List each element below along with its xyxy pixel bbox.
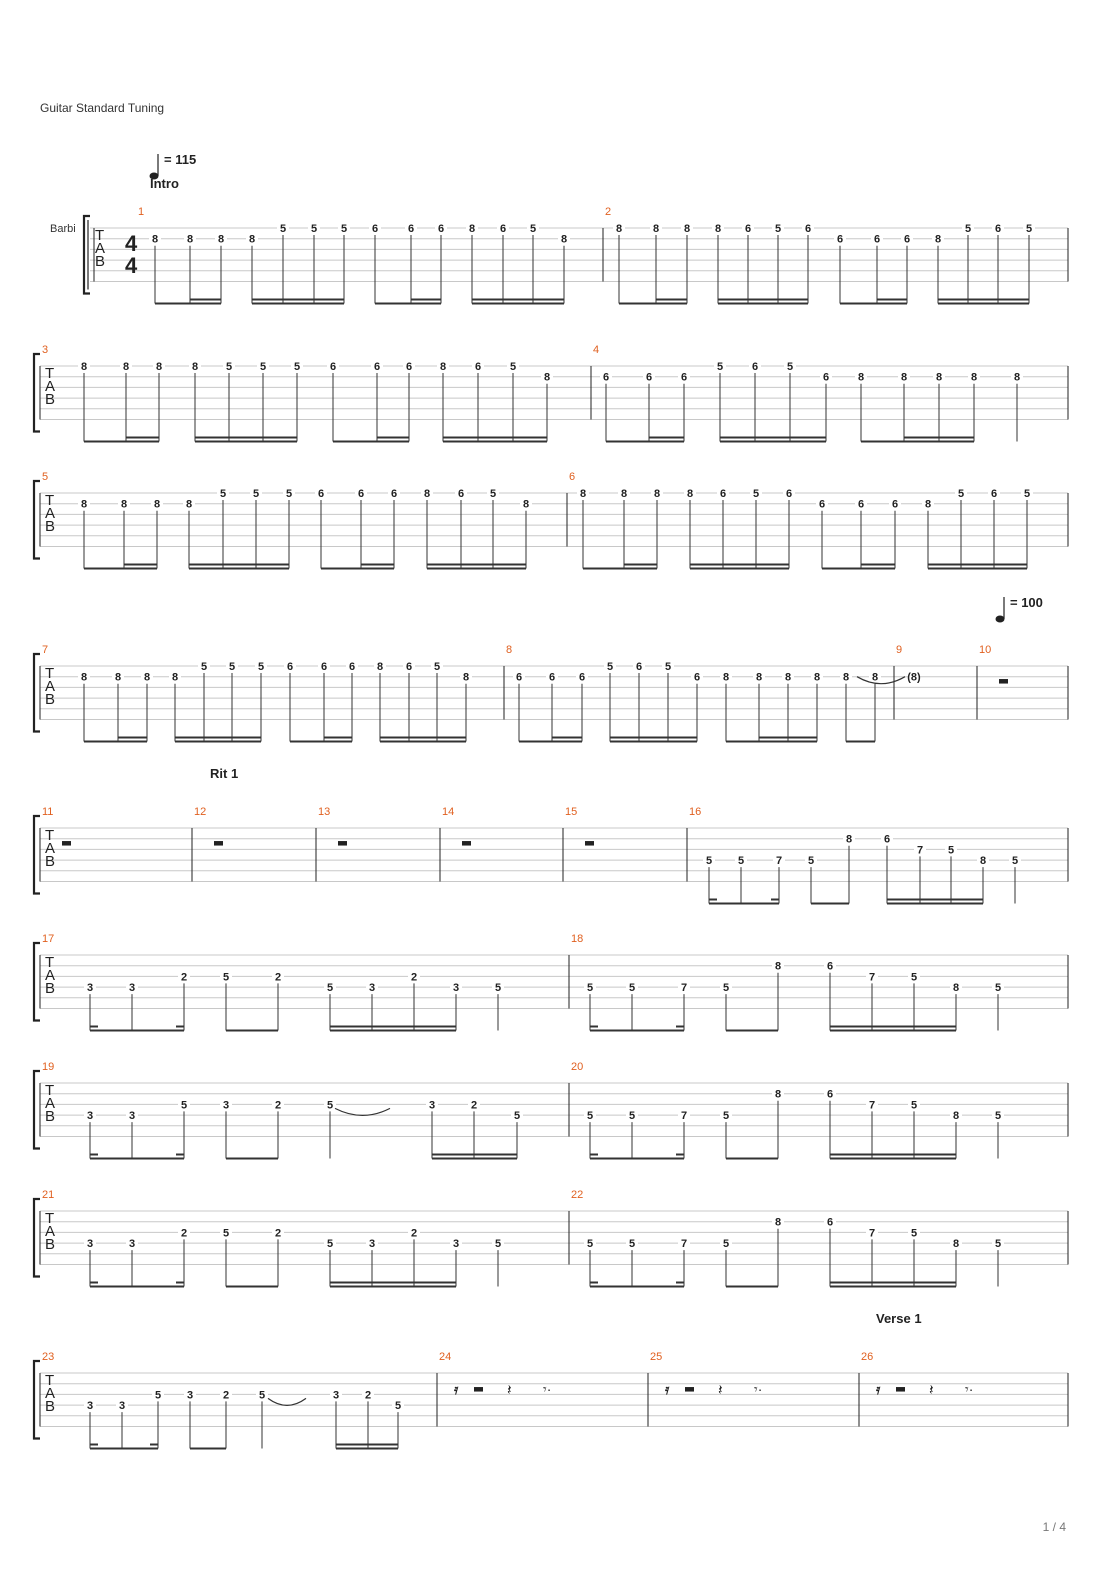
fret-number: 6 [578,671,586,684]
fret-number: 8 [774,960,782,973]
measure-number: 8 [506,644,513,656]
fret-number: 8 [114,671,122,684]
half-rest-icon [338,841,347,846]
fret-number: 8 [683,223,691,235]
fret-number: 5 [586,982,594,995]
fret-number: 5 [509,361,517,373]
fret-number: 3 [128,1238,136,1251]
fret-number: 8 [845,833,853,846]
system-bracket [34,816,40,894]
fret-number: 6 [822,371,830,384]
half-rest-icon [474,1387,483,1392]
fret-number: 3 [428,1099,436,1112]
fret-number: 5 [947,844,955,857]
eighth-rest-dotted-icon: 𝄾· [543,1381,552,1398]
fret-number: 6 [994,223,1002,235]
measure-number: 15 [565,806,578,818]
fret-number: 8 [686,488,694,500]
fret-number: 8 [185,498,193,511]
tab-clef-letter: B [45,980,56,997]
fret-number: 6 [744,223,752,235]
fret-number: 6 [405,361,413,373]
measure-number: 10 [979,644,992,656]
fret-number: 5 [994,1238,1002,1251]
half-rest-icon [462,841,471,846]
system-bracket [34,354,40,432]
time-signature-top: 4 [125,231,138,256]
fret-number: 6 [405,661,413,673]
measure-number: 2 [605,206,612,218]
fret-number: 6 [357,488,365,500]
fret-number: 3 [368,1238,376,1251]
fret-number: 6 [891,498,899,511]
fret-number: 8 [615,223,623,235]
tab-clef-letter: T [45,954,55,971]
fret-number: 8 [620,488,628,500]
fret-number: 3 [86,1400,94,1413]
fret-number: 8 [900,371,908,384]
fret-number: 5 [1011,855,1019,868]
fret-number: 5 [529,223,537,235]
fret-number: 8 [143,671,151,684]
fret-number: 6 [836,233,844,246]
system-bracket [34,1071,40,1149]
fret-number: 5 [910,1227,918,1240]
fret-number: 6 [457,488,465,500]
fret-number: 5 [964,223,972,235]
measure-number: 16 [689,806,702,818]
fret-number: 5 [180,1099,188,1112]
tab-clef-letter: B [45,1108,56,1125]
fret-number: 8 [755,671,763,684]
fret-number: 6 [390,488,398,500]
measure-number: 19 [42,1061,55,1073]
fret-number: 6 [990,488,998,500]
fret-number: 8 [439,361,447,373]
fret-number: 2 [274,1227,282,1240]
measure-number: 24 [439,1351,452,1363]
measure-number: 13 [318,806,331,818]
fret-number: 8 [979,855,987,868]
fret-number: 3 [332,1389,340,1402]
tempo-marking: = 115 [164,152,197,167]
fret-number: 8 [155,361,163,373]
quarter-rest-icon: 𝄽 [929,1382,934,1400]
fret-number: 8 [952,982,960,995]
fret-number: 5 [774,223,782,235]
fret-number: 7 [868,1099,876,1112]
fret-number: 8 [935,371,943,384]
fret-number: 8 [722,671,730,684]
fret-number: 5 [752,488,760,500]
fret-number: 8 [186,233,194,246]
section-label-verse-1: Verse 1 [876,1311,922,1326]
half-rest-icon [62,841,71,846]
fret-number: 6 [371,223,379,235]
fret-number: 7 [680,982,688,995]
fret-number: 3 [128,1110,136,1123]
tuning-label: Guitar Standard Tuning [40,101,165,115]
fret-number: 3 [86,1110,94,1123]
fret-number: 3 [128,982,136,995]
fret-number: 2 [274,1099,282,1112]
measure-number: 1 [138,206,145,218]
fret-number: 7 [775,855,783,868]
fret-number: 2 [274,971,282,984]
tab-clef-letter: B [45,1398,56,1415]
fret-number: 5 [394,1400,402,1413]
fret-number: 8 [1013,371,1021,384]
fret-number: 5 [228,661,236,673]
fret-number: 5 [326,1238,334,1251]
fret-number: 6 [329,361,337,373]
time-signature-bottom: 4 [125,253,138,278]
fret-number: 8 [784,671,792,684]
measure-number: 26 [861,1351,874,1363]
fret-number: 5 [586,1238,594,1251]
fret-number: 5 [326,982,334,995]
tab-clef-letter: B [95,253,106,270]
fret-number: 5 [628,1110,636,1123]
fret-number: 6 [317,488,325,500]
fret-number: 8 [191,361,199,373]
system-bracket [34,481,40,559]
fret-number: 6 [826,960,834,973]
fret-number: 8 [468,223,476,235]
fret-number: 6 [804,223,812,235]
fret-number: 7 [868,1227,876,1240]
tab-clef-letter: T [45,1372,55,1389]
fret-number: 8 [714,223,722,235]
fret-number: 8 [80,671,88,684]
fret-number: 5 [628,982,636,995]
measure-number: 22 [571,1189,584,1201]
tie-arc [335,1108,390,1115]
measure-number: 23 [42,1351,55,1363]
eighth-rest-dotted-icon: 𝄾· [754,1381,763,1398]
fret-number: 6 [826,1216,834,1229]
fret-number: 5 [994,1110,1002,1123]
fret-number: 6 [818,498,826,511]
fret-number: 8 [80,498,88,511]
system-bracket [34,1199,40,1277]
tab-clef-letter: T [45,365,55,382]
fret-number: 8 [543,371,551,384]
tab-clef-letter: A [45,1095,56,1112]
fret-number: 5 [219,488,227,500]
fret-number: 5 [705,855,713,868]
fret-number: 6 [645,371,653,384]
fret-number: 3 [118,1400,126,1413]
fret-number: 5 [310,223,318,235]
fret-number: 5 [222,1227,230,1240]
fret-number: 5 [586,1110,594,1123]
tab-clef-letter: A [45,840,56,857]
fret-number: 2 [180,1227,188,1240]
system-bracket [84,216,90,294]
fret-number: 6 [348,661,356,673]
fret-number: 6 [320,661,328,673]
fret-number: 6 [693,671,701,684]
fret-number: 3 [222,1099,230,1112]
fret-number: 5 [259,361,267,373]
fret-number: 8 [120,498,128,511]
fret-number: 2 [410,1227,418,1240]
fret-number: 8 [952,1238,960,1251]
fret-number: 5 [285,488,293,500]
fret-number: 6 [437,223,445,235]
quarter-note-icon [996,616,1005,623]
fret-number: 8 [857,371,865,384]
fret-number: 2 [410,971,418,984]
measure-number: 17 [42,933,55,945]
fret-number: 6 [635,661,643,673]
fret-number: 5 [664,661,672,673]
measure-number: 11 [42,806,54,818]
measure-number: 25 [650,1351,663,1363]
fret-number: 5 [222,971,230,984]
fret-number: 5 [225,361,233,373]
fret-number: 8 [560,233,568,246]
fret-number: 5 [722,1238,730,1251]
tab-clef-letter: B [45,1236,56,1253]
track-name: Barbi [50,223,76,235]
measure-number: 9 [896,644,903,656]
fret-number: 5 [957,488,965,500]
tab-clef-letter: A [45,378,56,395]
fret-number: 8 [151,233,159,246]
measure-number: 14 [442,806,455,818]
fret-number: 5 [154,1389,162,1402]
fret-number: 2 [180,971,188,984]
fret-number: 5 [910,971,918,984]
fret-number: (8) [907,671,921,684]
fret-number: 5 [279,223,287,235]
fret-number: 6 [826,1088,834,1101]
measure-number: 3 [42,344,49,356]
fret-number: 5 [628,1238,636,1251]
fret-number: 2 [222,1389,230,1402]
tab-clef-letter: T [45,827,55,844]
system-bracket [34,654,40,732]
fret-number: 5 [1023,488,1031,500]
fret-number: 6 [751,361,759,373]
fret-number: 6 [602,371,610,384]
fret-number: 8 [774,1088,782,1101]
fret-number: 5 [326,1099,334,1112]
fret-number: 5 [200,661,208,673]
fret-number: 6 [373,361,381,373]
system-bracket [34,1361,40,1439]
fret-number: 6 [857,498,865,511]
fret-number: 3 [186,1389,194,1402]
tab-clef-letter: A [45,505,56,522]
fret-number: 8 [871,671,879,684]
sixteenth-rest-icon: 𝄿 [665,1381,670,1398]
quarter-rest-icon: 𝄽 [718,1382,723,1400]
fret-number: 8 [653,488,661,500]
fret-number: 2 [470,1099,478,1112]
fret-number: 8 [423,488,431,500]
fret-number: 8 [652,223,660,235]
measure-number: 7 [42,644,49,656]
fret-number: 8 [774,1216,782,1229]
sixteenth-rest-icon: 𝄿 [876,1381,881,1398]
fret-number: 8 [462,671,470,684]
fret-number: 6 [680,371,688,384]
fret-number: 6 [785,488,793,500]
half-rest-icon [999,679,1008,684]
tab-clef-letter: T [95,227,105,244]
fret-number: 8 [813,671,821,684]
fret-number: 6 [515,671,523,684]
half-rest-icon [214,841,223,846]
fret-number: 3 [368,982,376,995]
fret-number: 8 [934,233,942,246]
fret-number: 5 [433,661,441,673]
measure-number: 5 [42,471,49,483]
fret-number: 8 [248,233,256,246]
fret-number: 5 [257,661,265,673]
tab-clef-letter: T [45,665,55,682]
fret-number: 8 [522,498,530,511]
quarter-rest-icon: 𝄽 [507,1382,512,1400]
tab-clef-letter: B [45,853,56,870]
fret-number: 6 [286,661,294,673]
fret-number: 5 [252,488,260,500]
measure-number: 18 [571,933,584,945]
fret-number: 6 [903,233,911,246]
fret-number: 8 [842,671,850,684]
fret-number: 8 [122,361,130,373]
page-number: 1 / 4 [1042,1520,1066,1534]
fret-number: 6 [407,223,415,235]
measure-number: 12 [194,806,207,818]
measure-number: 4 [593,344,600,356]
fret-number: 8 [924,498,932,511]
fret-number: 5 [340,223,348,235]
fret-number: 6 [499,223,507,235]
fret-number: 7 [680,1238,688,1251]
measure-number: 6 [569,471,576,483]
half-rest-icon [585,841,594,846]
tab-clef-letter: T [45,1210,55,1227]
fret-number: 5 [293,361,301,373]
fret-number: 8 [970,371,978,384]
tempo-marking: = 100 [1010,595,1043,610]
tab-clef-letter: A [45,1223,56,1240]
tab-clef-letter: B [45,518,56,535]
tab-clef-letter: B [45,391,56,408]
fret-number: 5 [1025,223,1033,235]
fret-number: 6 [548,671,556,684]
eighth-rest-dotted-icon: 𝄾· [965,1381,974,1398]
fret-number: 6 [719,488,727,500]
tab-clef-letter: B [45,691,56,708]
fret-number: 8 [579,488,587,500]
half-rest-icon [896,1387,905,1392]
fret-number: 8 [376,661,384,673]
fret-number: 8 [217,233,225,246]
fret-number: 5 [494,982,502,995]
fret-number: 5 [494,1238,502,1251]
fret-number: 7 [916,844,924,857]
tab-clef-letter: A [45,967,56,984]
section-label-rit-1: Rit 1 [210,766,239,781]
half-rest-icon [685,1387,694,1392]
fret-number: 6 [474,361,482,373]
fret-number: 2 [364,1389,372,1402]
measure-number: 21 [42,1189,55,1201]
fret-number: 8 [153,498,161,511]
fret-number: 8 [80,361,88,373]
fret-number: 8 [171,671,179,684]
tab-clef-letter: T [45,492,55,509]
fret-number: 5 [258,1389,266,1402]
fret-number: 5 [722,982,730,995]
fret-number: 5 [722,1110,730,1123]
fret-number: 7 [680,1110,688,1123]
tie-arc [268,1398,306,1405]
fret-number: 8 [952,1110,960,1123]
tab-clef-letter: A [95,240,106,257]
fret-number: 5 [716,361,724,373]
fret-number: 5 [606,661,614,673]
fret-number: 5 [737,855,745,868]
fret-number: 5 [489,488,497,500]
fret-number: 6 [873,233,881,246]
fret-number: 3 [86,1238,94,1251]
section-label-intro: Intro [150,176,179,191]
tab-clef-letter: A [45,678,56,695]
fret-number: 3 [452,1238,460,1251]
fret-number: 3 [86,982,94,995]
fret-number: 5 [807,855,815,868]
fret-number: 5 [994,982,1002,995]
tab-clef-letter: A [45,1385,56,1402]
fret-number: 3 [452,982,460,995]
fret-number: 5 [513,1110,521,1123]
fret-number: 5 [910,1099,918,1112]
measure-number: 20 [571,1061,584,1073]
tab-clef-letter: T [45,1082,55,1099]
system-bracket [34,943,40,1021]
sixteenth-rest-icon: 𝄿 [454,1381,459,1398]
fret-number: 5 [786,361,794,373]
fret-number: 6 [883,833,891,846]
fret-number: 7 [868,971,876,984]
